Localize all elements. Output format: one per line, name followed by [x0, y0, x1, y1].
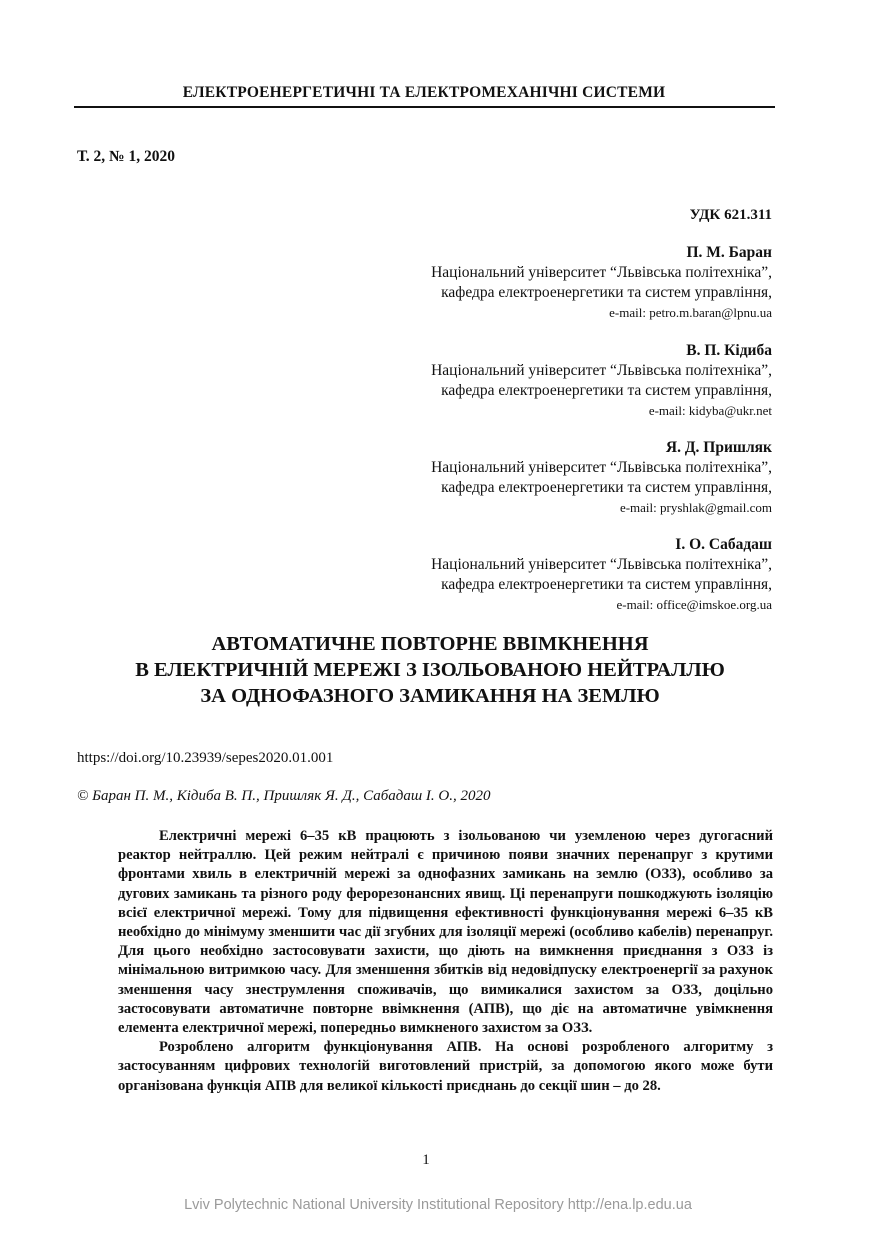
abstract: [118, 827, 773, 1096]
title-line: В ЕЛЕКТРИЧНІЙ МЕРЕЖІ З ІЗОЛЬОВАНОЮ НЕЙТРАЛЛЮ: [135, 659, 725, 681]
author-block: [312, 438, 772, 518]
page-number: 1: [422, 1152, 430, 1168]
author-university: Національний університет “Львівська політехніка”,: [431, 264, 772, 281]
author-department: кафедра електроенергетики та систем управління,: [441, 576, 772, 593]
author-block: [312, 535, 772, 615]
author-name: П. М. Баран: [686, 244, 772, 261]
abstract-paragraph: Розроблено алгоритм функціонування АПВ. На основі розробленого алгоритму з застосуванням цифрових технологій виготовлений пристрій, за допомогою якого може бути організована функція АПВ для великої кількості приєднань до секції шин – до 28.: [118, 1039, 773, 1094]
author-name: Я. Д. Пришляк: [665, 439, 772, 456]
doi-link[interactable]: https://doi.org/10.23939/sepes2020.01.001: [77, 750, 334, 766]
copyright-line: © Баран П. М., Кідиба В. П., Пришляк Я. Д., Сабадаш І. О., 2020: [77, 788, 491, 804]
author-name: І. О. Сабадаш: [675, 536, 772, 553]
author-department: кафедра електроенергетики та систем управління,: [441, 479, 772, 496]
journal-header: ЕЛЕКТРОЕНЕРГЕТИЧНІ ТА ЕЛЕКТРОМЕХАНІЧНІ СИСТЕМИ: [182, 84, 666, 101]
abstract-paragraph: Електричні мережі 6–35 кВ працюють з ізольованою чи уземленою через дугогасний реактор нейтраллю. Цей режим нейтралі є причиною появи значних перенапруг з крутими фронтами хвиль в електричній мережі за однофазних замикань на землю (ОЗЗ), особливо за дугових замикань та різного роду ферорезонансних явищ. Ці перенапруги пошкоджують ізоляцію всієї електричної мережі. Тому для підвищення ефективності функціонування мережі 6–35 кВ необхідно до мінімуму зменшити час дії згубних для ізоляції мережі (особливо кабелів) перенапруг. Для цього необхідно застосовувати захисти, що діють на вимкнення приєднання з ОЗЗ із мінімальною витримкою часу. Для зменшення збитків від недовідпуску електроенергії за рахунок зменшення часу знеструмлення споживачів, що вимикалися захистом за ОЗЗ, доцільно застосовувати автоматичне повторне ввімкнення (АПВ), що діє на автоматичне увімкнення елемента електричної мережі, попередньо вимкненого захистом за ОЗЗ.: [118, 828, 773, 1037]
paper-title: [40, 631, 820, 709]
author-department: кафедра електроенергетики та систем управління,: [441, 284, 772, 301]
author-university: Національний університет “Львівська політехніка”,: [431, 556, 772, 573]
author-block: [312, 341, 772, 421]
title-line: АВТОМАТИЧНЕ ПОВТОРНЕ ВВІМКНЕННЯ: [211, 633, 649, 655]
author-email: e-mail: pryshlak@gmail.com: [619, 500, 772, 515]
author-department: кафедра електроенергетики та систем управління,: [441, 382, 772, 399]
author-block: [312, 243, 772, 323]
author-name: В. П. Кідиба: [686, 342, 772, 359]
author-university: Національний університет “Львівська політехніка”,: [431, 362, 772, 379]
udc-code: УДК 621.311: [689, 207, 772, 223]
issue-info: Т. 2, № 1, 2020: [77, 148, 175, 165]
title-line: ЗА ОДНОФАЗНОГО ЗАМИКАННЯ НА ЗЕМЛЮ: [200, 685, 660, 707]
author-email: e-mail: office@imskoe.org.ua: [616, 597, 772, 612]
author-email: e-mail: petro.m.baran@lpnu.ua: [609, 305, 772, 320]
author-email: e-mail: kidyba@ukr.net: [648, 403, 772, 418]
repository-footer: Lviv Polytechnic National University Institutional Repository http://ena.lp.edu.ua: [184, 1197, 692, 1213]
author-university: Національний університет “Львівська політехніка”,: [431, 459, 772, 476]
header-rule: [74, 106, 775, 108]
